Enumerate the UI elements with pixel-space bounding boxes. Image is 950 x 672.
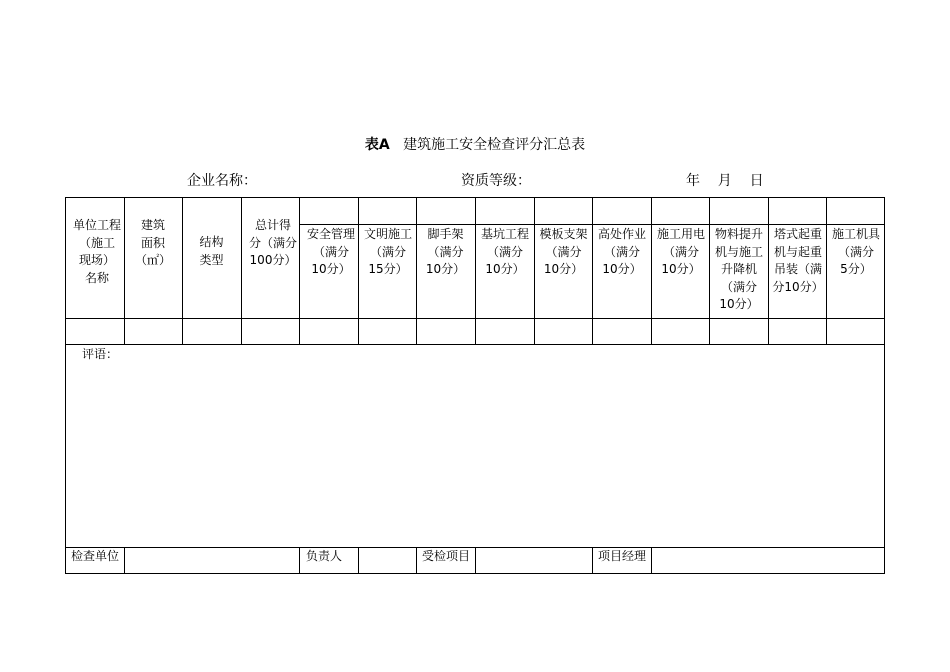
qualification-level-label: 资质等级： (461, 173, 531, 189)
col-construction-electricity: 施工用电 （满分 10分） (656, 227, 705, 276)
table-number: 表A (364, 137, 390, 153)
col-total-score: 总计得 分（满分 100分） (248, 218, 297, 267)
col-construction-machinery: 施工机具 （满分 5分） (831, 227, 880, 276)
grid-line (592, 547, 593, 574)
inspected-project-label: 受检项目 (422, 549, 471, 563)
col-scaffolding: 脚手架 （满分 10分） (425, 227, 466, 276)
grid-line (66, 344, 884, 345)
col-building-area: 建筑 面积 （㎡） (134, 218, 171, 267)
col-unit-project-name: 单位工程 （施工 现场） 名称 (72, 218, 121, 285)
col-material-hoist: 物料提升 机与施工 升降机 （满分 10分） (714, 227, 763, 311)
score-summary-table (65, 197, 885, 574)
col-structure-type: 结构 类型 (199, 235, 224, 267)
table-title-text: 建筑施工安全检查评分汇总表 (403, 137, 586, 153)
col-formwork-support: 模板支架 （满分 10分） (539, 227, 588, 276)
inspection-unit-label: 检查单位 (71, 549, 120, 563)
col-work-at-height: 高处作业 （满分 10分） (597, 227, 646, 276)
date-label: 年 月 日 (686, 173, 764, 189)
comment-label: 评语： (82, 347, 119, 361)
grid-line (182, 198, 183, 344)
person-in-charge-label: 负责人 (306, 549, 343, 563)
col-foundation-pit: 基坑工程 （满分 10分） (480, 227, 529, 276)
grid-line (416, 547, 417, 574)
grid-line (66, 318, 884, 319)
col-civilized-construction: 文明施工 （满分 15分） (363, 227, 412, 276)
project-manager-label: 项目经理 (598, 549, 647, 563)
grid-line (299, 224, 885, 225)
col-tower-crane: 塔式起重 机与起重 吊装（满 分10分） (772, 227, 824, 294)
grid-line (299, 547, 300, 574)
col-safety-management: 安全管理 （满分 10分） (306, 227, 355, 276)
enterprise-name-label: 企业名称： (187, 173, 257, 189)
table-title (0, 134, 950, 154)
